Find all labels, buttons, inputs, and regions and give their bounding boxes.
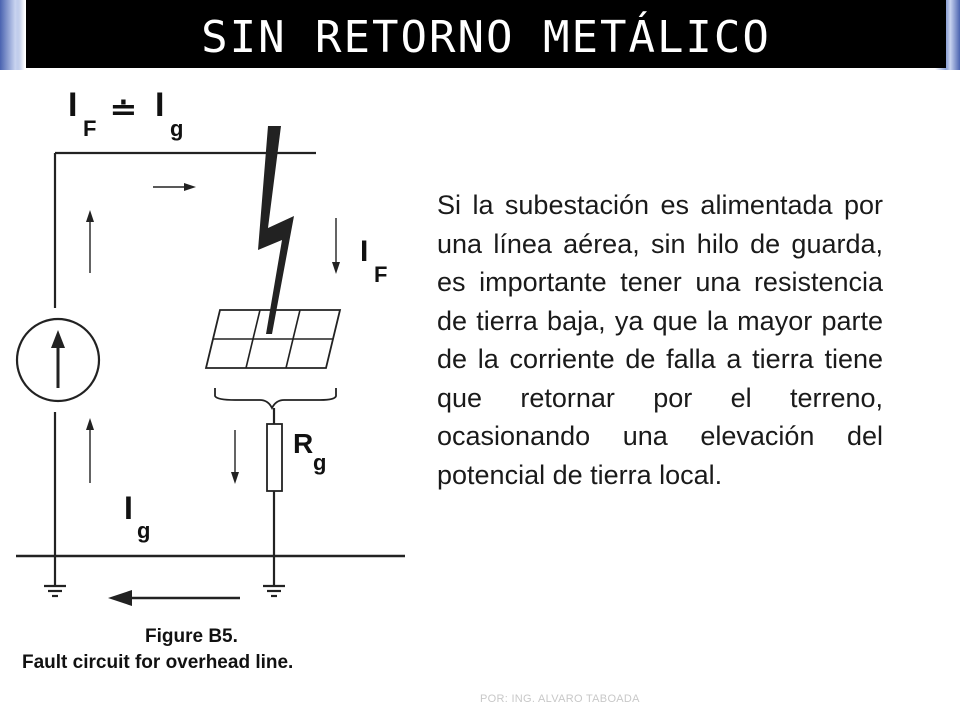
figure-number: Figure B5. [145,626,238,647]
header-right-glow [946,0,960,70]
label-if-right-sub: F [374,262,388,287]
label-if-main: I [68,86,78,124]
fault-circuit-figure [10,78,420,698]
label-ig-sub: g [137,518,151,543]
slide-title: SIN RETORNO METÁLICO [201,11,771,63]
label-ig-main: I [124,490,133,526]
header-left-glow [0,0,22,70]
label-if-sub: F [83,116,97,141]
label-approx-equal: ≐ [110,91,137,127]
grid-bracket [215,388,336,408]
label-rg-main: R [293,428,314,459]
footer-author: POR: ING. ALVARO TABOADA [480,693,640,705]
title-bar [26,0,946,68]
figure-caption: Fault circuit for overhead line. [22,652,294,673]
label-rg-sub: g [313,450,327,475]
circuit-diagram [10,78,420,698]
explanation-paragraph: Si la subestación es alimentada por una línea aérea, sin hilo de guarda, es importante tener una resistencia de tierra baja, ya que la mayor parte de la corriente de falla a tierra tiene que retornar por el terreno, ocasionando una elevación del potencial de tierra local. [437,190,883,490]
lightning-bolt-icon [258,126,294,334]
resistor-rg [267,424,282,491]
label-if-right-main: I [360,235,369,268]
label-ig-top-sub: g [170,116,184,141]
label-ig-top-main: I [155,86,165,124]
